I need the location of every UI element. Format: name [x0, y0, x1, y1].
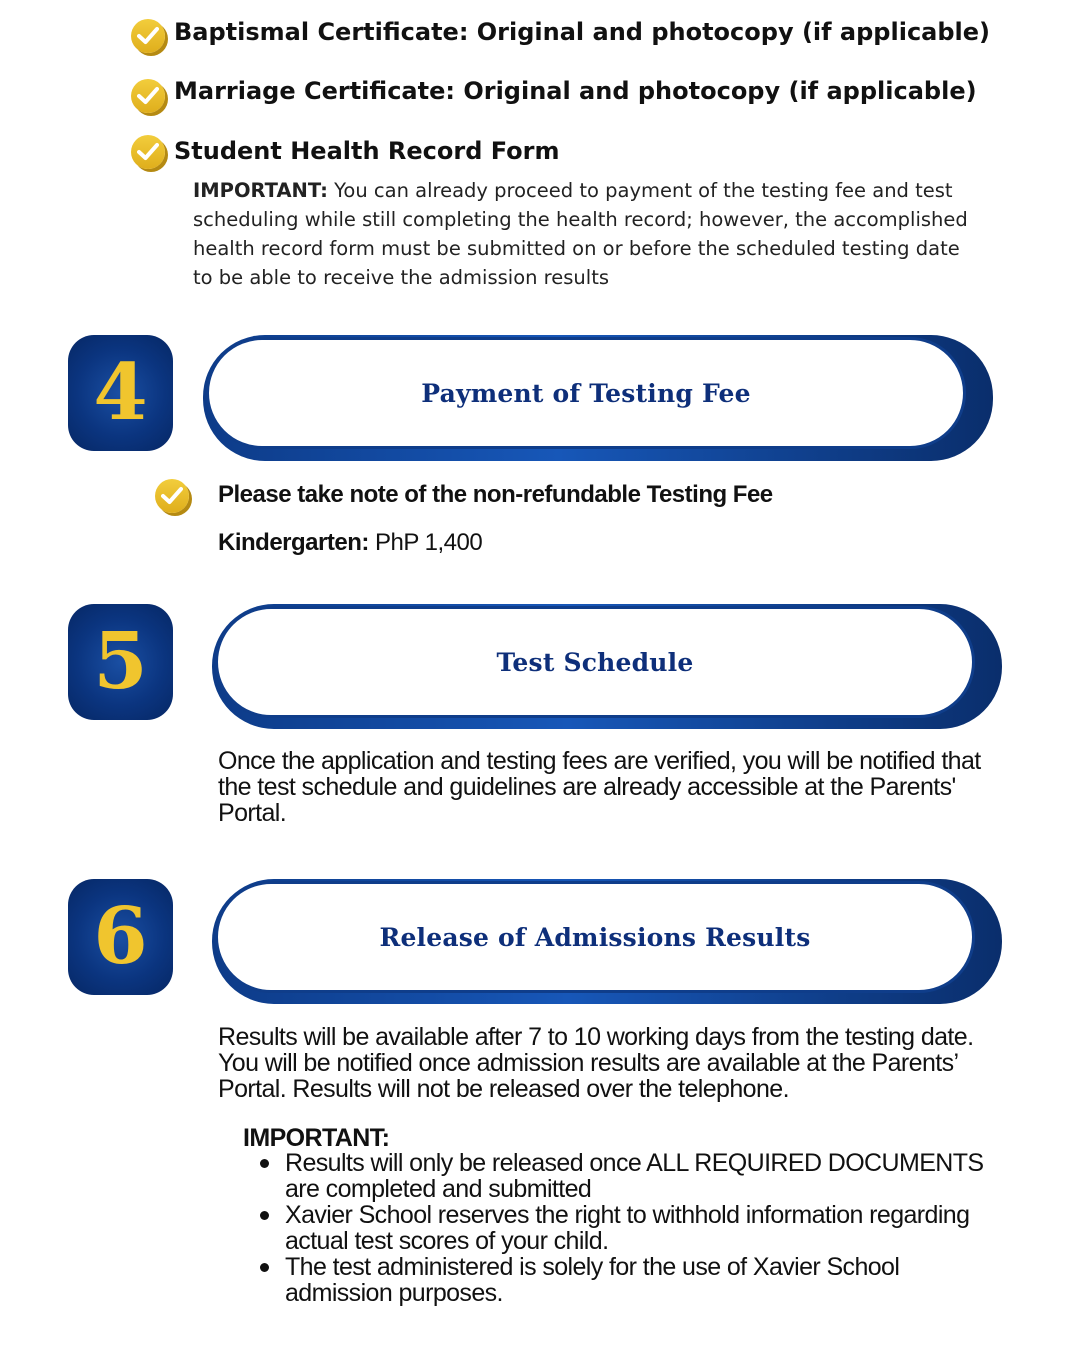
check-circle-icon	[131, 19, 165, 53]
step-title-pill	[215, 606, 975, 718]
testing-fee-note: Please take note of the non-refundable Testing Fee	[218, 481, 773, 508]
step-title-pill	[215, 881, 975, 993]
note-text: You can already proceed to payment of the testing fee and test scheduling while still completing the health record; however, the accomplished health record form must be submitted on or before the scheduled testing date to be able to receive the admission results	[193, 179, 968, 289]
step-title: Release of Admissions Results	[379, 922, 811, 952]
fee-level-label: Kindergarten:	[218, 529, 369, 556]
check-circle-icon	[131, 79, 165, 113]
list-item: Results will only be released once ALL REQUIRED DOCUMENTS are completed and submitted	[245, 1150, 1005, 1202]
step-title: Test Schedule	[496, 647, 694, 677]
list-item: The test administered is solely for the use of Xavier School admission purposes.	[245, 1254, 1005, 1306]
step-number-tile	[68, 604, 173, 720]
requirement-item-marriage: Marriage Certificate: Original and photocopy (if applicable)	[174, 77, 977, 105]
step-title: Payment of Testing Fee	[421, 378, 751, 408]
step-number: 6	[93, 891, 148, 982]
note-label: IMPORTANT:	[193, 179, 328, 202]
step-number-tile	[68, 335, 173, 451]
results-description: Results will be available after 7 to 10 working days from the testing date. You will be notified once admission results are available at the Parents’ Portal. Results will not be released over the telephone.	[218, 1023, 974, 1103]
requirement-item-health-record: Student Health Record Form	[174, 137, 560, 165]
step-title-pill	[206, 337, 966, 449]
results-important-label: IMPORTANT:	[243, 1124, 390, 1152]
results-important-list	[245, 1150, 1005, 1306]
step-number-tile	[68, 879, 173, 995]
check-circle-icon	[131, 135, 165, 169]
list-item: Xavier School reserves the right to withhold information regarding actual test scores of your child.	[245, 1202, 1005, 1254]
fee-amount: PhP 1,400	[368, 529, 483, 556]
test-schedule-description: Once the application and testing fees are verified, you will be notified that the test schedule and guidelines are already accessible at the Parents' Portal.	[218, 747, 981, 827]
step-number: 5	[93, 616, 148, 707]
kindergarten-fee	[218, 529, 482, 557]
requirement-item-baptismal: Baptismal Certificate: Original and photocopy (if applicable)	[174, 18, 991, 46]
check-circle-icon	[155, 479, 189, 513]
step-number: 4	[93, 347, 148, 438]
health-record-note	[193, 176, 983, 292]
